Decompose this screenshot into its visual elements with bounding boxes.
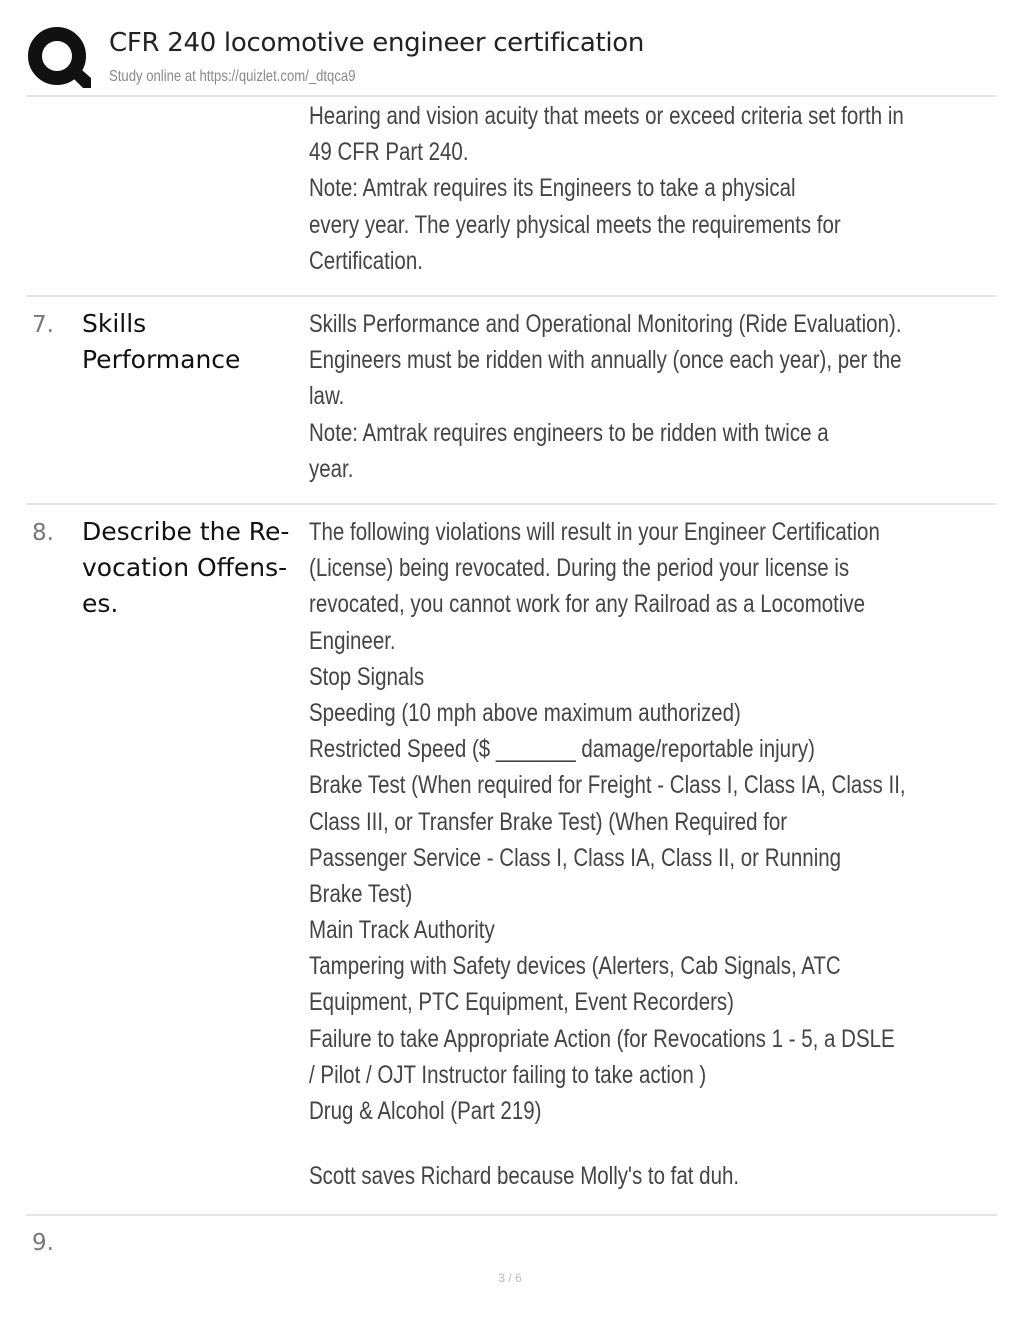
paragraph-gap — [309, 1129, 858, 1158]
card-7-definition: Skills Performance and Operational Monitoring (Ride Evaluation). Engineers must be ridden with annually (once each year), per the law. Note: Amtrak requires engineers to be ridden with twice a year. — [309, 310, 902, 483]
study-online-link[interactable]: Study online at https://quizlet.com/_dtqca9 — [109, 68, 356, 85]
page-number: 3 / 6 — [498, 1271, 522, 1285]
quizlet-logo-icon — [27, 26, 91, 90]
card-8-term: Describe the Re- vocation Offens- es. — [82, 517, 290, 618]
card-number: 9. — [32, 1230, 54, 1256]
card-number: 7. — [32, 312, 54, 338]
card-divider — [26, 295, 997, 297]
card-6-definition: Hearing and vision acuity that meets or exceed criteria set forth in 49 CFR Part 240. Note: Amtrak requires its Engineers to take a physical every year. The yearly physical meets the requirements for Certification. — [309, 102, 904, 275]
header-divider — [26, 95, 997, 97]
card-7-term: Skills Performance — [82, 309, 241, 374]
card-8-definition: The following violations will result in your Engineer Certification (License) being revocated. During the period your license is revocated, you cannot work for any Railroad as a Locomotive Engineer. Stop Signals Speeding (10 mph above maximum authorized) Restricted Speed ($ _______ damage/reportable injury) Brake Test (When required for Freight - Class I, Class IA, Class II, Class III, or Transfer Brake Test) (When Required for Passenger Service - Class I, Class IA, Class II, or Running Brake Test) Main Track Authority Tampering with Safety devices (Alerters, Cab Signals, ATC Equipment, PTC Equipment, Event Recorders) Failure to take Appropriate Action (for Revocations 1 - 5, a DSLE / Pilot / OJT Instructor failing to take action ) Drug & Alcohol (Part 219) Scott saves Richard because Molly's to fat duh. — [309, 518, 906, 1191]
document-title: CFR 240 locomotive engineer certification — [109, 28, 645, 58]
card-divider — [26, 503, 997, 505]
card-divider — [26, 1214, 997, 1216]
card-number: 8. — [32, 520, 54, 546]
